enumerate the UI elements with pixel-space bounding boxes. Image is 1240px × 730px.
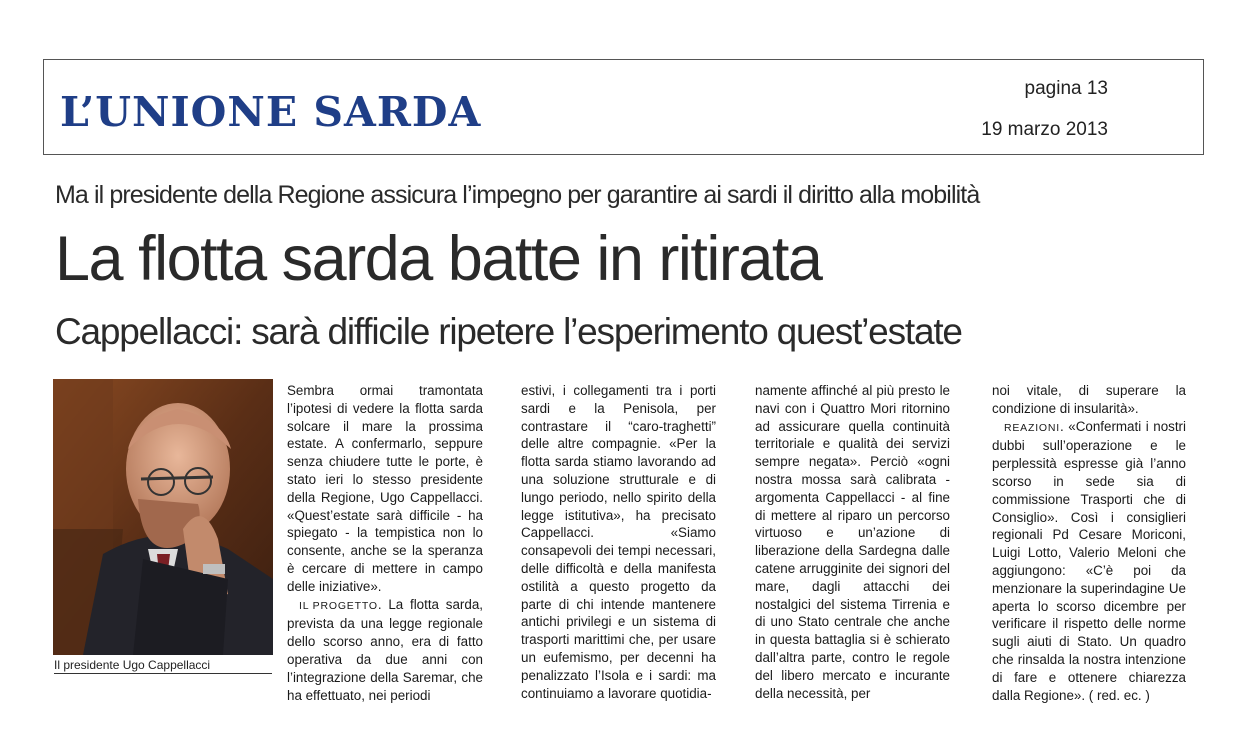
article-subheadline: Cappellacci: sarà difficile ripetere l’esperimento quest’estate	[55, 311, 962, 352]
paragraph-text: . «Confermati i nostri dubbi sull’operazione e le perplessità espresse già l’anno scorso in sede sia di commissione Trasporti che di Consiglio». Così i consiglieri regionali Pd Cesare Moriconi, Luigi Lotto, Valerio Meloni che aggiungono: «C’è poi da menzionare la superindagine Ue aperta lo scorso dicembre per verificare il rispetto delle norme sugli aiuti di Stato. Un quadro che rinsalda la nostra intenzione di fare e ottenere chiarezza dalla Regione». (	[992, 418, 1186, 703]
article-column-1	[287, 382, 483, 704]
closing-paren: )	[1145, 687, 1150, 703]
photo-caption: Il presidente Ugo Cappellacci	[54, 659, 272, 674]
article-kicker: Ma il presidente della Regione assicura l’impegno per garantire ai sardi il diritto alla mobilità	[55, 181, 980, 209]
paragraph: estivi, i collegamenti tra i porti sardi e la Penisola, per contrastare il “caro-traghetti” delle altre compagnie. «Per la flotta sarda stiamo lavorando ad una soluzione strutturale e di lungo periodo, nello spirito della legge istitutiva», ha precisato Cappellacci. «Siamo consapevoli dei tempi necessari, delle difficoltà e della manifesta ostilità a questo progetto da parte di chi intende mantenere antichi privilegi e un sistema di trasporti marittimi che, per usare un eufemismo, per decenni ha penalizzato l’Isola e i sardi: ma continuiamo a lavorare quotidia-	[521, 383, 716, 701]
paragraph-text: . La flotta sarda, prevista da una legge regionale dello scorso anno, era di fatto operativa da due anni con l’integrazione della Saremar, che ha effettuato, nei periodi	[287, 596, 483, 703]
section-label-il-progetto: IL PROGETTO	[299, 599, 378, 612]
photo-ugo-cappellacci	[53, 379, 273, 655]
paragraph	[992, 418, 1186, 705]
paragraph	[287, 596, 483, 705]
section-label-reazioni: REAZIONI	[1004, 421, 1060, 434]
page-number: pagina 13	[1024, 78, 1108, 99]
paragraph: Sembra ormai tramontata l’ipotesi di vedere la flotta sarda solcare il mare la prossima estate. A confermarlo, seppure senza chiudere tutte le porte, è stato ieri lo stesso presidente della Regione, Ugo Cappellacci. «Quest’estate sarà difficile - ha spiegato - la tempistica non lo consente, anche se la speranza è cercare di mettere in campo delle iniziative».	[287, 383, 483, 594]
newspaper-masthead: L’UNIONE SARDA	[60, 88, 482, 136]
author-signature: red. ec.	[1096, 687, 1142, 703]
article-column-2	[521, 382, 716, 702]
article-headline: La flotta sarda batte in ritirata	[55, 224, 822, 294]
paragraph: noi vitale, di superare la condizione di insularità».	[992, 383, 1186, 416]
article-column-3	[755, 382, 950, 702]
article-column-4	[992, 382, 1186, 704]
publication-date: 19 marzo 2013	[981, 119, 1108, 140]
paragraph: namente affinché al più presto le navi con i Quattro Mori ritornino ad assicurare quella continuità territoriale e qualità dei servizi sempre negata». Perciò «ogni nostra mossa sarà calibrata - argomenta Cappellacci - al fine di mettere al riparo un percorso virtuoso e un’azione di liberazione della Sardegna dalle catene arrugginite dei signori del mare, dagli attacchi dei nostalgici del sistema Tirrenia e di uno Stato centrale che anche in questa battaglia si è schierato dall’altra parte, contro le regole del libero mercato e incurante della necessità, per	[755, 383, 950, 701]
